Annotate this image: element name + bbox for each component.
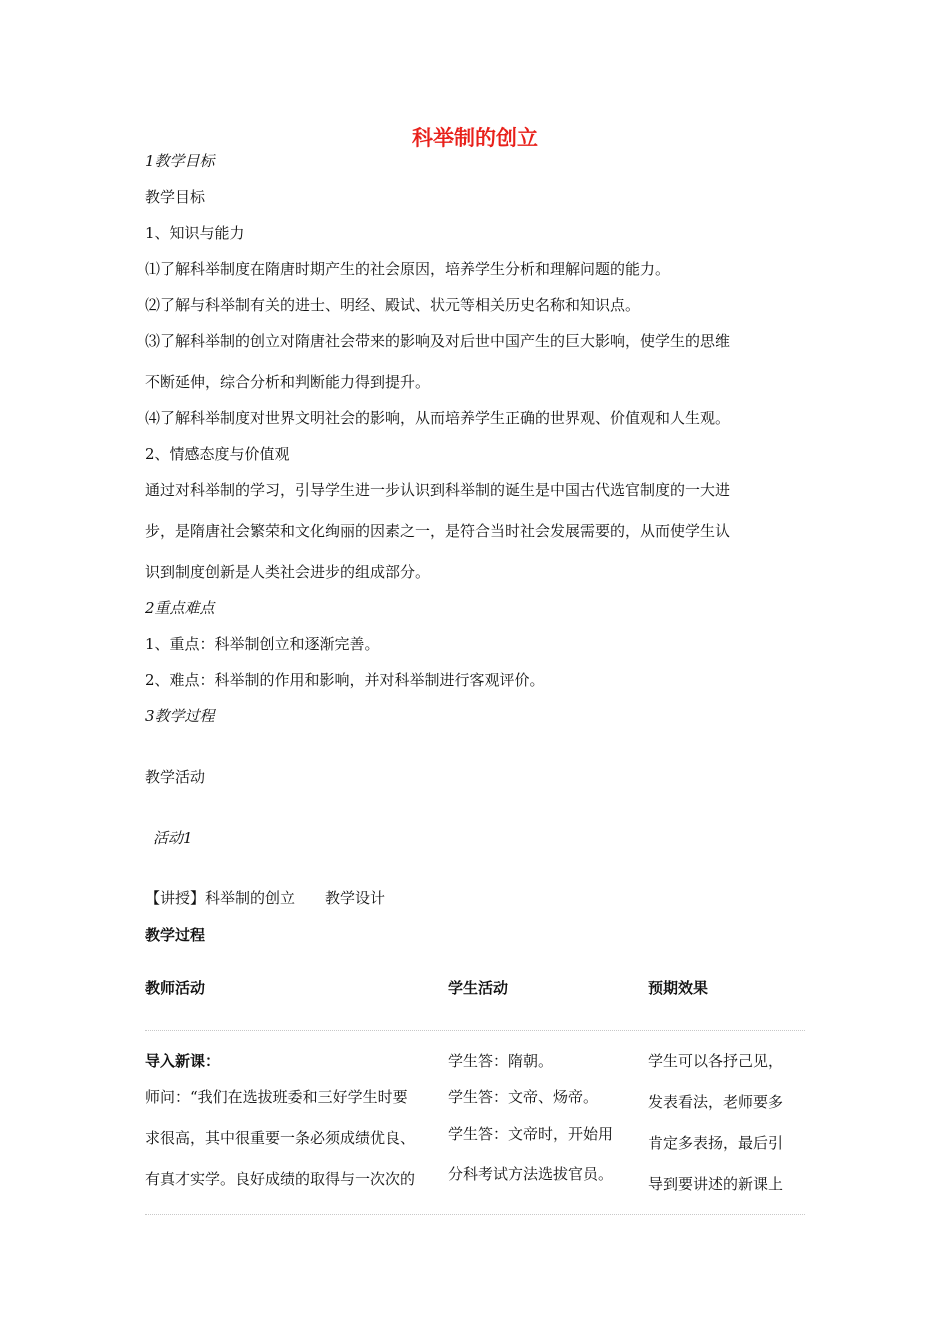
subheading-activities: 教学活动 <box>145 768 206 786</box>
page-title: 科举制的创立 <box>412 126 538 150</box>
lecture-heading: 【讲授】科举制的创立 教学设计 <box>145 889 386 907</box>
table-divider-top <box>145 1030 805 1031</box>
paragraph-attitude-1: 通过对科举制的学习，引导学生进一步认识到科举制的诞生是中国古代选官制度的一大进 <box>145 481 731 499</box>
student-cell-line-2: 学生答：文帝、炀帝。 <box>448 1088 599 1106</box>
teacher-cell-heading: 导入新课： <box>145 1052 221 1070</box>
subheading-objectives: 教学目标 <box>145 188 206 206</box>
objective-item-3-cont: 不断延伸，综合分析和判断能力得到提升。 <box>145 373 431 391</box>
paragraph-attitude-2: 步，是隋唐社会繁荣和文化绚丽的因素之一，是符合当时社会发展需要的，从而使学生认 <box>145 522 731 540</box>
subheading-attitude: 2、情感态度与价值观 <box>145 445 290 463</box>
subheading-knowledge: 1、知识与能力 <box>145 224 245 242</box>
section-heading-objectives: 1教学目标 <box>145 152 215 170</box>
objective-item-2: ⑵了解与科举制有关的进士、明经、殿试、状元等相关历史名称和知识点。 <box>145 296 641 314</box>
teacher-cell-line-2: 求很高，其中很重要一条必须成绩优良、 <box>145 1129 416 1147</box>
difficulty-item: 2、难点：科举制的作用和影响，并对科举制进行客观评价。 <box>145 671 545 689</box>
table-header-effect: 预期效果 <box>648 979 709 997</box>
student-cell-line-4: 分科考试方法选拔官员。 <box>448 1165 614 1183</box>
objective-item-1: ⑴了解科举制度在隋唐时期产生的社会原因，培养学生分析和理解问题的能力。 <box>145 260 671 278</box>
table-header-student: 学生活动 <box>448 979 509 997</box>
process-heading: 教学过程 <box>145 926 206 944</box>
effect-cell-line-1: 学生可以各抒己见， <box>648 1052 784 1070</box>
paragraph-attitude-3: 识到制度创新是人类社会进步的组成部分。 <box>145 563 431 581</box>
objective-item-4: ⑷了解科举制度对世界文明社会的影响，从而培养学生正确的世界观、价值观和人生观。 <box>145 409 731 427</box>
student-cell-line-3: 学生答：文帝时，开始用 <box>448 1125 614 1143</box>
effect-cell-line-3: 肯定多表扬，最后引 <box>648 1134 784 1152</box>
section-heading-keypoints: 2重点难点 <box>145 599 215 617</box>
student-cell-line-1: 学生答：隋朝。 <box>448 1052 554 1070</box>
activity-label: 活动1 <box>153 829 193 847</box>
teacher-cell-line-1: 师问：“我们在选拔班委和三好学生时要 <box>145 1088 408 1106</box>
keypoint-item: 1、重点：科举制创立和逐渐完善。 <box>145 635 380 653</box>
effect-cell-line-2: 发表看法，老师要多 <box>648 1093 784 1111</box>
teacher-cell-line-3: 有真才实学。良好成绩的取得与一次次的 <box>145 1170 416 1188</box>
table-header-teacher: 教师活动 <box>145 979 206 997</box>
section-heading-process: 3教学过程 <box>145 707 215 725</box>
table-divider-bottom <box>145 1214 805 1215</box>
effect-cell-line-4: 导到要讲述的新课上 <box>648 1175 784 1193</box>
objective-item-3: ⑶了解科举制的创立对隋唐社会带来的影响及对后世中国产生的巨大影响，使学生的思维 <box>145 332 731 350</box>
